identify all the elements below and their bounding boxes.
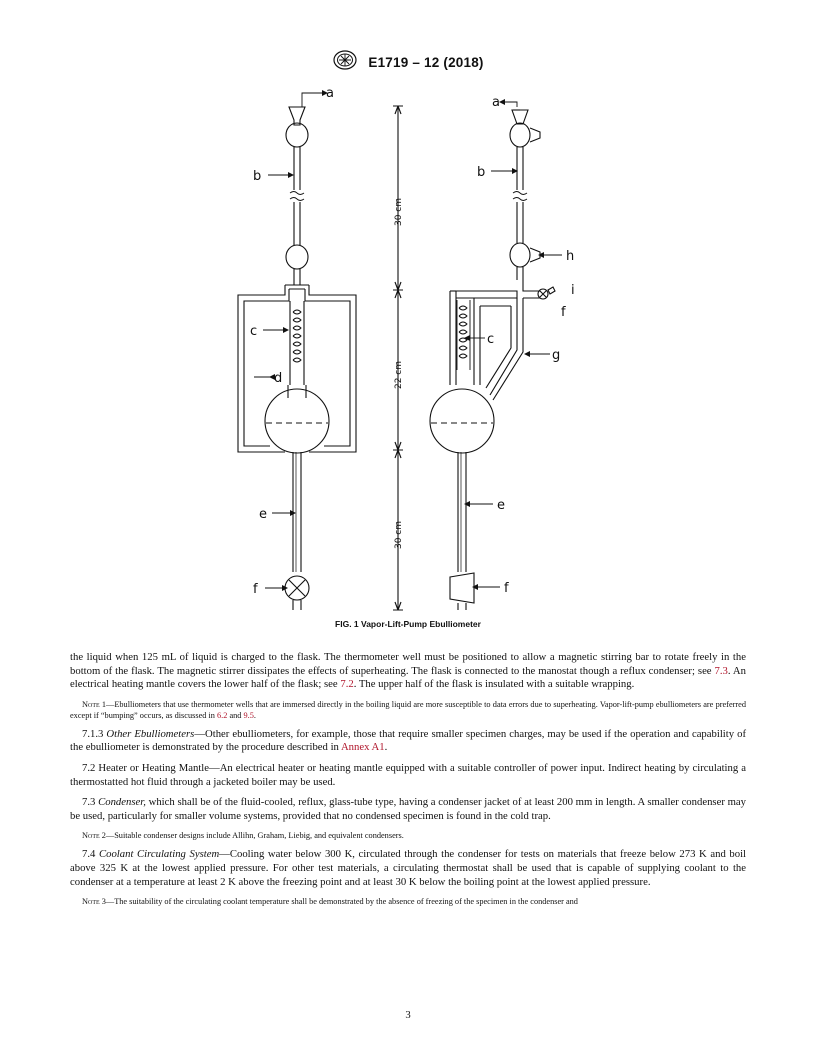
xref-annex-a1[interactable]: Annex A1 — [340, 741, 385, 754]
section-7-3: 7.3 Condenser, which shall be of the fluid-cooled, reflux, glass-tube type, having a condenser jacket of at least 200 mm in length. A smaller condenser may be used, particularly for smaller volume systems, provided that no condensed specimen is found in the cold trap. — [70, 796, 747, 822]
xref-6-2[interactable]: 6.2 — [217, 710, 228, 720]
label-right-f: f — [504, 581, 509, 596]
xref-7-3[interactable]: 7.3 — [714, 664, 728, 677]
label-left-b: b — [253, 169, 262, 184]
page-number: 3 — [405, 1009, 411, 1021]
xref-9-5[interactable]: 9.5 — [243, 710, 254, 720]
dimension-top: 30 cm — [394, 197, 404, 227]
astm-logo-icon — [332, 50, 358, 75]
label-right-f-top: f — [561, 305, 566, 320]
section-7-2: 7.2 Heater or Heating Mantle—An electrical heater or heating mantle equipped with a suitable controller of power input. Indirect heating by circulating a thermostatted hot fluid through a jacketed boiler may be used. — [70, 761, 746, 788]
label-right-b: b — [477, 165, 486, 180]
label-right-i: i — [571, 283, 575, 298]
label-left-c: c — [250, 324, 258, 339]
page-header — [0, 50, 816, 75]
ebulliometer-diagram — [0, 80, 816, 620]
note-2: Note 2—Suitable condenser designs include Allihn, Graham, Liebig, and equivalent condensers. — [82, 831, 404, 841]
arrowheads — [269, 90, 544, 591]
dimension-middle: 22 cm — [394, 360, 404, 390]
note-3: Note 3—The suitability of the circulating coolant temperature shall be demonstrated by the absence of freezing of the specimen in the condenser and — [82, 897, 578, 907]
label-right-e: e — [497, 498, 505, 513]
label-right-g: g — [552, 348, 561, 363]
dimension-bottom: 30 cm — [394, 520, 404, 550]
figure-caption: FIG. 1 Vapor-Lift-Pump Ebulliometer — [335, 619, 481, 629]
figure-1 — [0, 80, 816, 620]
paragraph-continuation: the liquid when 125 mL of liquid is charged to the flask. The thermometer well must be positioned to allow a magnetic stirring bar to rotate freely in the bottom of the flask. The magnetic stirrer dissipates the effects of superheating. The flask is connected to the manostat though a reflux condenser; see 7.3. An electrical heating mantle covers the lower half of the flask; see 7.2. The upper half of the flask is insulated with a suitable wrapping. — [70, 651, 746, 691]
body-text — [70, 651, 746, 914]
label-right-h: h — [566, 249, 575, 264]
label-left-d: d — [274, 371, 283, 386]
label-left-f: f — [253, 582, 258, 597]
section-7-1-3: 7.1.3 Other Ebulliometers—Other ebulliometers, for example, those that require smaller specimen charges, may be used if the operation and capability of the ebulliometer is demonstrated by the procedure described in Annex A1. — [70, 727, 746, 754]
label-left-e: e — [259, 507, 267, 522]
label-right-c: c — [487, 332, 495, 347]
note-1: Note 1—Ebulliometers that use thermometer wells that are immersed directly in the boiling liquid are more susceptible to data errors due to superheating. Vapor-lift-pump ebulliometers are preferred except if “bumping” occurs, as discussed in 6.2 and 9.5. — [70, 699, 746, 720]
section-7-4: 7.4 Coolant Circulating System—Cooling water below 300 K, circulated through the condenser for tests on materials that freeze below 273 K and boil above 325 K at the lowest applied pressure. For other test materials, a circulating thermostat shall be used that is capable of supplying coolant to the condenser at a temperature at least 2 K above the freezing point and at least 30 K below the boiling point at the lowest applied pressure. — [70, 848, 747, 888]
label-right-a: a — [492, 95, 500, 110]
document-id: E1719 – 12 (2018) — [368, 55, 484, 70]
label-left-a: a — [326, 86, 334, 101]
xref-7-2[interactable]: 7.2 — [340, 678, 354, 691]
right-apparatus — [430, 110, 555, 610]
